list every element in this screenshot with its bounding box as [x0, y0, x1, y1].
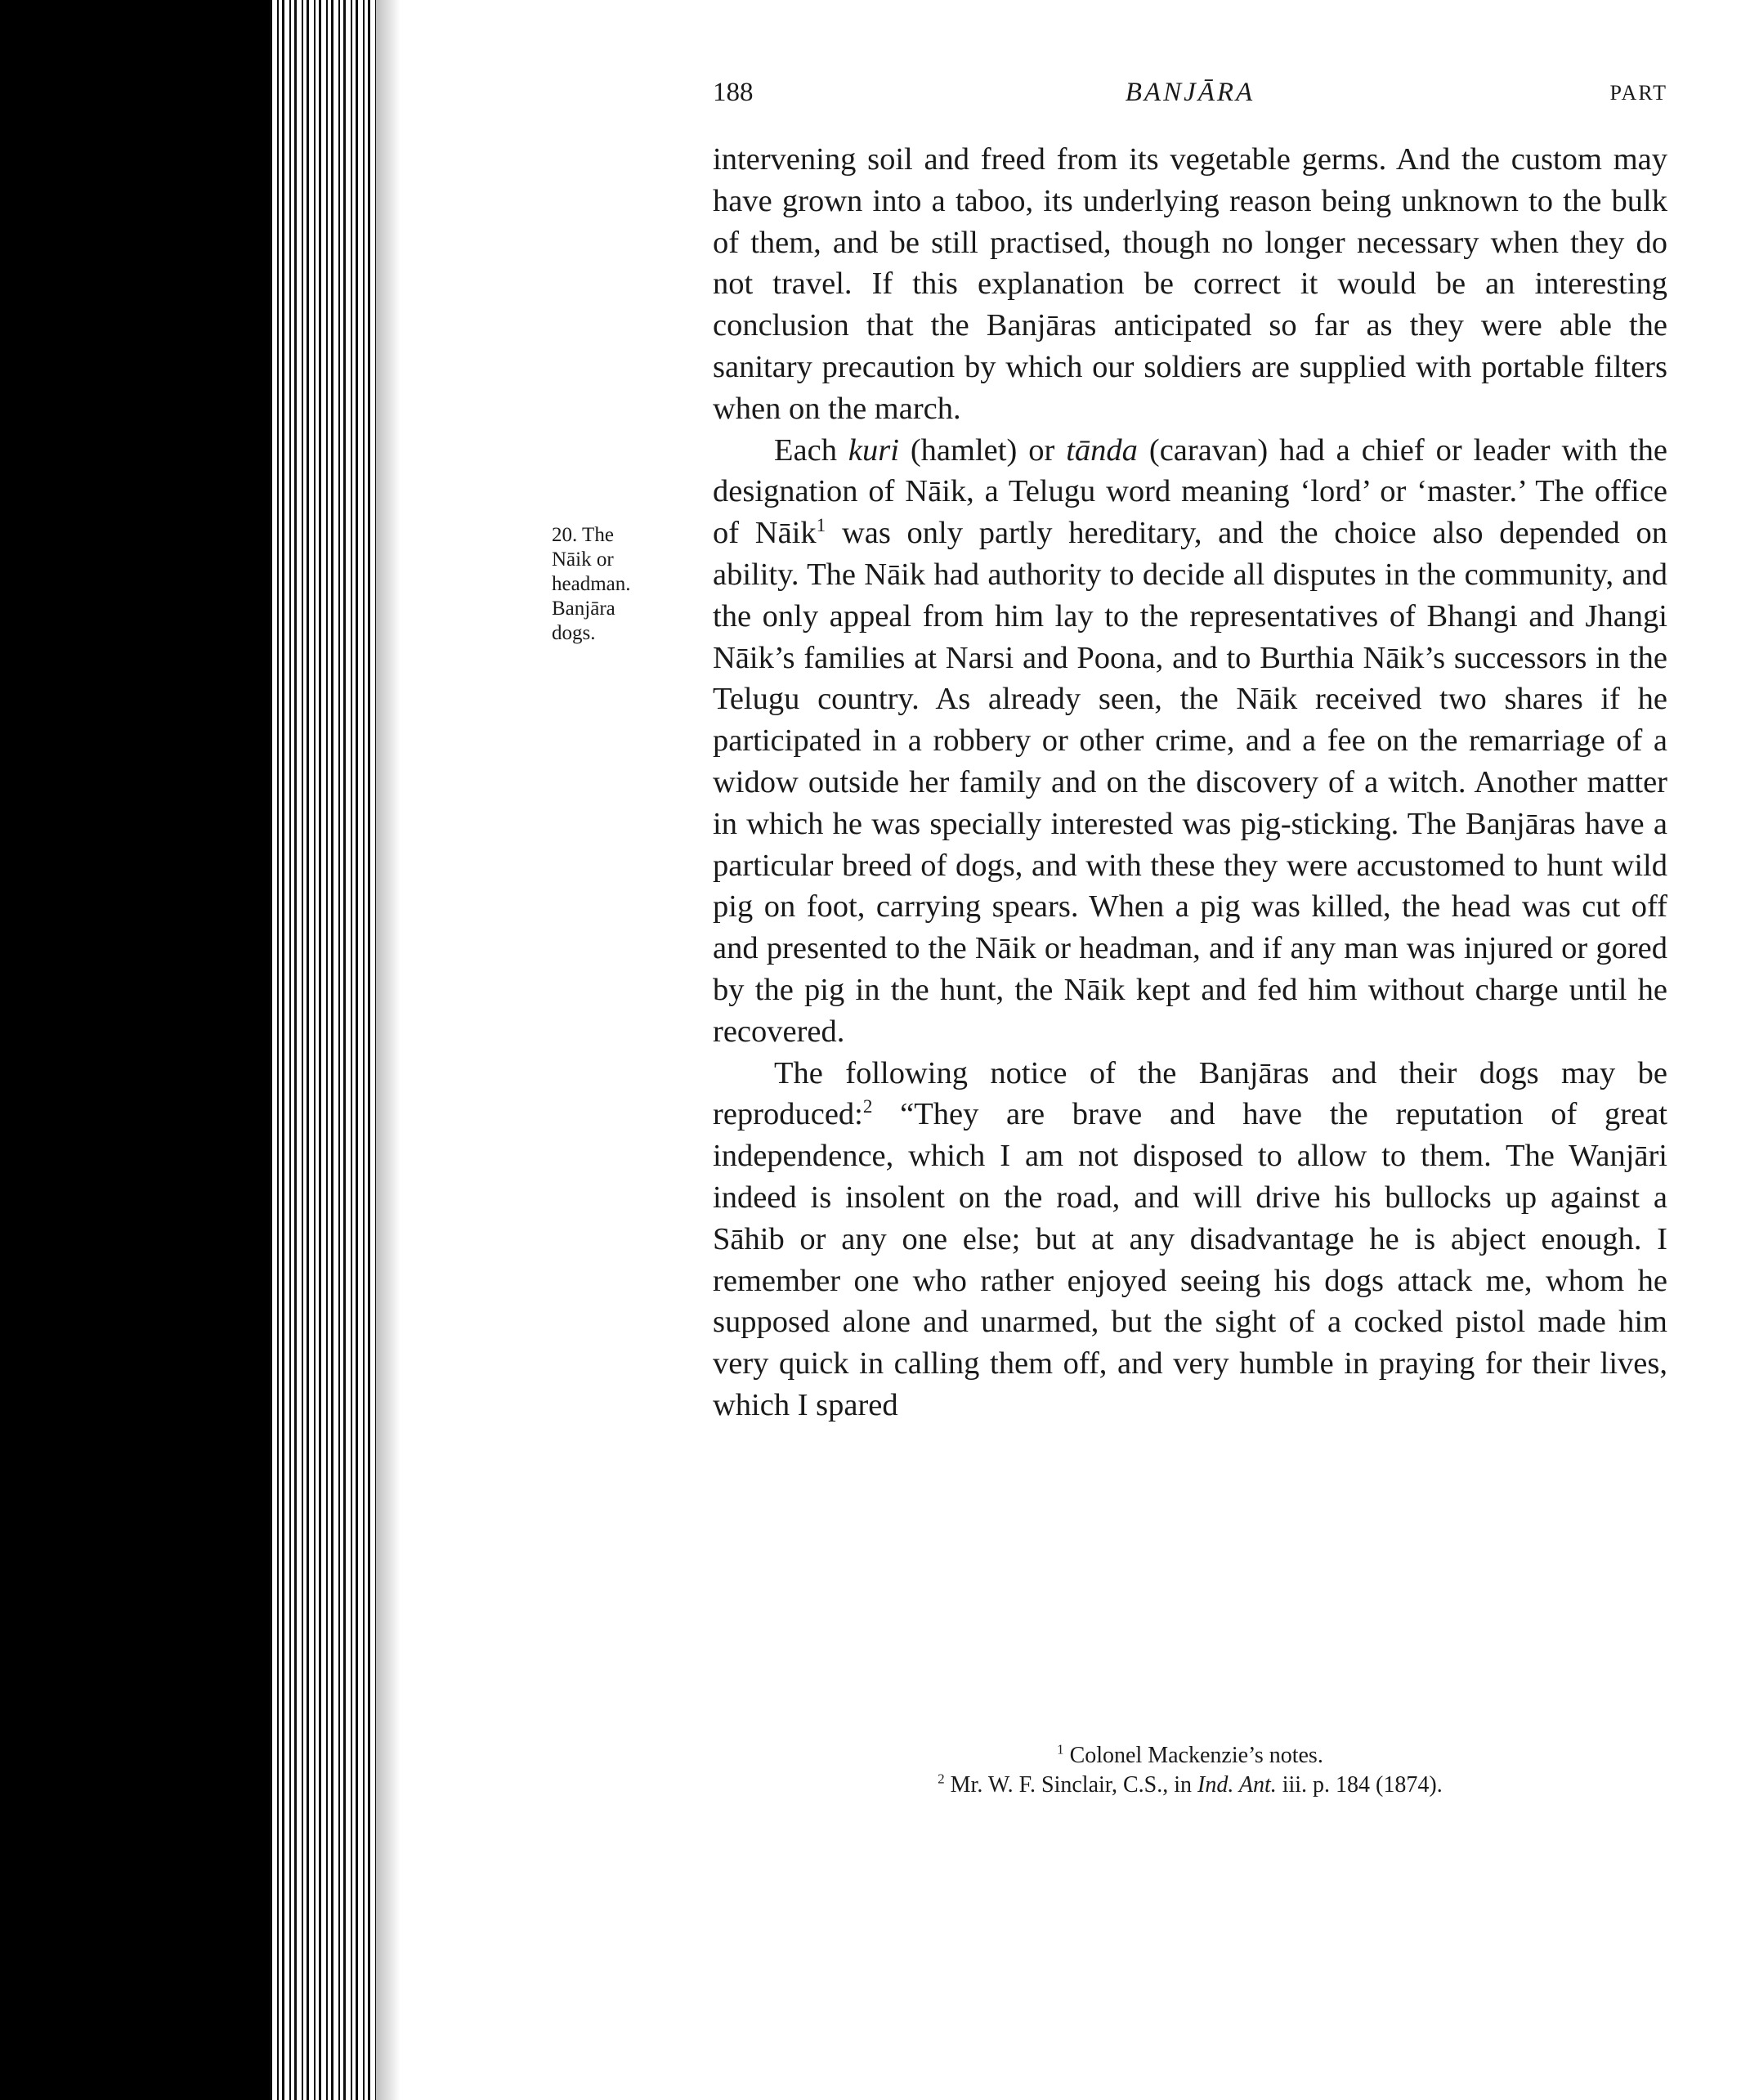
marginal-line: dogs.: [552, 622, 596, 644]
footnote-ref-2: 2: [862, 1095, 873, 1117]
running-head: [713, 78, 1667, 119]
marginal-line: Banjāra: [552, 598, 615, 620]
paragraph-continuation: intervening soil and freed from its vegetable germs. And the custom may have grown into a taboo, its underlying reason being unknown to the bulk of them, and be still practised, though no longer necessary when they do not travel. If this explanation be correct it would be an interesting conclusion that the Banjāras anticipated so far as they were able the sanitary precaution by which our soldiers are supplied with portable filters when on the march.: [713, 142, 1667, 426]
running-title: BANJĀRA: [1125, 78, 1255, 107]
term-kuri: kuri: [848, 432, 899, 468]
footnote-2: $^2$ Mr. W. F. Sinclair, C.S., in Ind. Ant. iii. p. 184 (1874).: [938, 1771, 1443, 1798]
footnote-ref-1: 1: [816, 514, 826, 536]
page-edge-lines: [270, 0, 376, 2100]
part-label: PART: [1609, 81, 1667, 105]
marginal-line: 20. The: [552, 524, 614, 546]
page-number: 188: [713, 78, 754, 107]
marginal-line: headman.: [552, 573, 631, 595]
footnotes: [713, 1741, 1667, 1800]
body-text: [713, 139, 1667, 1426]
gutter-shadow: [376, 0, 401, 2100]
book-binding-shadow: [0, 0, 270, 2100]
marginal-line: Nāik or: [552, 549, 614, 571]
marginal-note: [552, 523, 699, 646]
paragraph-dogs: The following notice of the Banjāras and their dogs may be reproduced:$^2$ “They are brave and have the reputation of great independence, which I am not disposed to allow to them. The Wanjāri indeed is insolent on the road, and will drive his bullocks up against a Sāhib or any one else; but at any disadvantage he is abject enough. I remember one who rather enjoyed seeing his dogs attack me, whom he supposed alone and unarmed, but the sight of a cocked pistol made him very quick in calling them off, and very humble in praying for their lives, which I spared: [713, 1055, 1667, 1422]
term-tanda: tānda: [1066, 432, 1138, 468]
paragraph-naik: Each kuri (hamlet) or tānda (caravan) had a chief or leader with the designation of Nāik, a Telugu word meaning ‘lord’ or ‘master.’ The office of Nāik$^1$ was only partly hereditary, and the choice also depended on ability. The Nāik had authority to decide all disputes in the community, and the only appeal from him lay to the representatives of Bhangi and Jhangi Nāik’s families at Narsi and Poona, and to Burthia Nāik’s successors in the Telugu country. As already seen, the Nāik received two shares if he participated in a robbery or other crime, and a fee on the remarriage of a widow outside her family and on the discovery of a witch. Another matter in which he was specially interested was pig-sticking. The Banjāras have a particular breed of dogs, and with these they were accustomed to hunt wild pig on foot, carrying spears. When a pig was killed, the head was cut off and presented to the Nāik or headman, and if any man was injured or gored by the pig in the hunt, the Nāik kept and fed him without charge until he recovered.: [713, 432, 1667, 1049]
footnote-1: $^1$ Colonel Mackenzie’s notes.: [1057, 1741, 1323, 1768]
